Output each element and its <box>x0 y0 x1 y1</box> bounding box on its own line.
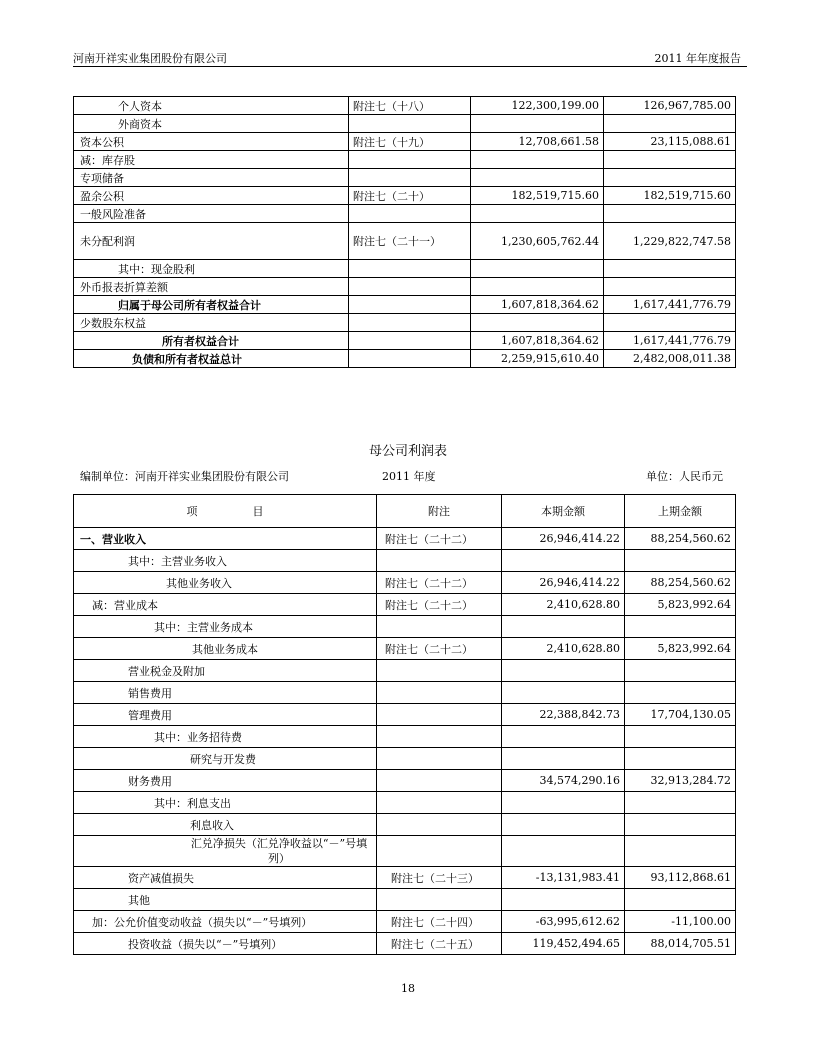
row-previous <box>625 792 736 814</box>
row-note <box>349 115 471 133</box>
row-item: 研究与开发费 <box>74 748 377 770</box>
row-current <box>471 278 604 296</box>
row-previous: 1,617,441,776.79 <box>604 332 736 350</box>
row-previous <box>604 278 736 296</box>
row-item: 少数股东权益 <box>74 314 349 332</box>
row-item: 加：公允价值变动收益（损失以“－”号填列） <box>74 911 377 933</box>
row-current: 1,230,605,762.44 <box>471 223 604 260</box>
row-note <box>377 889 502 911</box>
row-current: 182,519,715.60 <box>471 187 604 205</box>
row-previous: 17,704,130.05 <box>625 704 736 726</box>
table-row <box>74 133 736 151</box>
row-note <box>377 748 502 770</box>
table-row <box>74 205 736 223</box>
row-current <box>502 550 625 572</box>
row-previous: 5,823,992.64 <box>625 594 736 616</box>
table-row <box>74 911 736 933</box>
row-current: 119,452,494.65 <box>502 933 625 955</box>
table-row <box>74 682 736 704</box>
row-previous: 1,229,822,747.58 <box>604 223 736 260</box>
balance-sheet-table <box>73 96 736 368</box>
row-previous: 2,482,008,011.38 <box>604 350 736 368</box>
row-item: 外币报表折算差额 <box>74 278 349 296</box>
row-previous: 88,254,560.62 <box>625 572 736 594</box>
row-current <box>502 726 625 748</box>
row-item: 未分配利润 <box>74 223 349 260</box>
row-note <box>377 704 502 726</box>
row-item: 其他业务收入 <box>74 572 377 594</box>
table-row <box>74 933 736 955</box>
row-note <box>349 151 471 169</box>
row-note <box>377 550 502 572</box>
row-previous <box>604 260 736 278</box>
row-current: -63,995,612.62 <box>502 911 625 933</box>
table-row <box>74 792 736 814</box>
row-item: 减：营业成本 <box>74 594 377 616</box>
row-item: 汇兑净损失（汇兑净收益以“－”号填列） <box>74 836 377 867</box>
row-current: 26,946,414.22 <box>502 528 625 550</box>
table-row <box>74 836 736 867</box>
row-current <box>471 115 604 133</box>
row-item: 其中：利息支出 <box>74 792 377 814</box>
row-item: 资产减值损失 <box>74 867 377 889</box>
row-previous <box>625 682 736 704</box>
row-item: 专项储备 <box>74 169 349 187</box>
table-row <box>74 350 736 368</box>
row-current: 2,259,915,610.40 <box>471 350 604 368</box>
row-current <box>502 748 625 770</box>
row-note: 附注七（十八） <box>349 97 471 115</box>
row-current <box>502 814 625 836</box>
row-note: 附注七（二十四） <box>377 911 502 933</box>
table-row <box>74 867 736 889</box>
row-item: 利息收入 <box>74 814 377 836</box>
row-item: 一般风险准备 <box>74 205 349 223</box>
row-previous <box>625 616 736 638</box>
row-note <box>349 169 471 187</box>
row-current <box>502 616 625 638</box>
row-current: 2,410,628.80 <box>502 638 625 660</box>
row-item: 一、营业收入 <box>74 528 377 550</box>
table-row <box>74 314 736 332</box>
row-previous <box>625 748 736 770</box>
row-previous: 88,254,560.62 <box>625 528 736 550</box>
row-current <box>471 314 604 332</box>
table-row <box>74 638 736 660</box>
row-previous <box>625 660 736 682</box>
table-row <box>74 770 736 792</box>
row-item: 投资收益（损失以“－”号填列） <box>74 933 377 955</box>
header-report-title: 2011 年年度报告 <box>654 52 741 65</box>
row-note <box>377 660 502 682</box>
row-item: 其中：业务招待费 <box>74 726 377 748</box>
row-note: 附注七（二十二） <box>377 638 502 660</box>
row-previous: 126,967,785.00 <box>604 97 736 115</box>
table-row <box>74 726 736 748</box>
table-row <box>74 115 736 133</box>
row-item: 所有者权益合计 <box>74 332 349 350</box>
header-rule <box>73 66 747 67</box>
row-item: 营业税金及附加 <box>74 660 377 682</box>
row-current: 2,410,628.80 <box>502 594 625 616</box>
row-item: 其他 <box>74 889 377 911</box>
row-item: 其中：主营业务收入 <box>74 550 377 572</box>
row-note <box>349 296 471 314</box>
row-previous <box>625 814 736 836</box>
row-note: 附注七（二十二） <box>377 572 502 594</box>
table-row <box>74 616 736 638</box>
row-previous: 5,823,992.64 <box>625 638 736 660</box>
row-item: 个人资本 <box>74 97 349 115</box>
row-note <box>377 726 502 748</box>
row-note: 附注七（十九） <box>349 133 471 151</box>
table-row <box>74 260 736 278</box>
row-previous <box>604 314 736 332</box>
row-note <box>377 682 502 704</box>
row-previous: 32,913,284.72 <box>625 770 736 792</box>
row-note: 附注七（二十） <box>349 187 471 205</box>
page-number: 18 <box>401 982 415 995</box>
row-item: 资本公积 <box>74 133 349 151</box>
row-note <box>349 314 471 332</box>
row-previous <box>604 151 736 169</box>
row-note <box>349 332 471 350</box>
table-row <box>74 187 736 205</box>
header-item: 项 目 <box>74 495 377 528</box>
row-previous <box>604 169 736 187</box>
table-row <box>74 528 736 550</box>
row-current: 1,607,818,364.62 <box>471 296 604 314</box>
row-current <box>502 682 625 704</box>
row-current: 1,607,818,364.62 <box>471 332 604 350</box>
row-current <box>502 836 625 867</box>
row-note <box>349 350 471 368</box>
row-current: 122,300,199.00 <box>471 97 604 115</box>
row-current: 12,708,661.58 <box>471 133 604 151</box>
row-previous: 93,112,868.61 <box>625 867 736 889</box>
row-current: 26,946,414.22 <box>502 572 625 594</box>
row-previous: 23,115,088.61 <box>604 133 736 151</box>
income-statement-title: 母公司利润表 <box>368 444 447 459</box>
compiling-unit: 编制单位：河南开祥实业集团股份有限公司 <box>80 470 289 483</box>
table-row <box>74 332 736 350</box>
row-item: 管理费用 <box>74 704 377 726</box>
row-note <box>377 836 502 867</box>
row-note <box>349 278 471 296</box>
row-previous: 182,519,715.60 <box>604 187 736 205</box>
table-row <box>74 748 736 770</box>
row-note <box>377 770 502 792</box>
row-note: 附注七（二十一） <box>349 223 471 260</box>
row-current: 22,388,842.73 <box>502 704 625 726</box>
currency-unit: 单位：人民币元 <box>646 470 723 483</box>
row-previous <box>625 836 736 867</box>
row-note <box>349 260 471 278</box>
row-current <box>502 792 625 814</box>
row-current <box>471 205 604 223</box>
table-row <box>74 223 736 260</box>
table-row <box>74 278 736 296</box>
table-row <box>74 97 736 115</box>
row-note: 附注七（二十二） <box>377 528 502 550</box>
row-note: 附注七（二十二） <box>377 594 502 616</box>
row-previous: 88,014,705.51 <box>625 933 736 955</box>
table-row <box>74 296 736 314</box>
row-previous <box>604 115 736 133</box>
row-item: 销售费用 <box>74 682 377 704</box>
table-row <box>74 572 736 594</box>
row-previous <box>604 205 736 223</box>
header-company: 河南开祥实业集团股份有限公司 <box>73 52 227 65</box>
table-row <box>74 594 736 616</box>
row-previous <box>625 550 736 572</box>
row-item: 归属于母公司所有者权益合计 <box>74 296 349 314</box>
row-current: -13,131,983.41 <box>502 867 625 889</box>
table-row <box>74 704 736 726</box>
row-current <box>471 260 604 278</box>
row-item: 其中：现金股利 <box>74 260 349 278</box>
row-note <box>349 205 471 223</box>
header-note: 附注 <box>377 495 502 528</box>
row-previous <box>625 889 736 911</box>
row-note: 附注七（二十五） <box>377 933 502 955</box>
table-row <box>74 151 736 169</box>
table-row <box>74 550 736 572</box>
row-previous: 1,617,441,776.79 <box>604 296 736 314</box>
row-item: 负债和所有者权益总计 <box>74 350 349 368</box>
row-item: 减：库存股 <box>74 151 349 169</box>
table-row <box>74 169 736 187</box>
table-header-row <box>74 495 736 528</box>
row-note <box>377 814 502 836</box>
row-item: 其他业务成本 <box>74 638 377 660</box>
row-item: 其中：主营业务成本 <box>74 616 377 638</box>
table-row <box>74 889 736 911</box>
header-previous: 上期金额 <box>625 495 736 528</box>
row-note: 附注七（二十三） <box>377 867 502 889</box>
row-previous <box>625 726 736 748</box>
table-row <box>74 814 736 836</box>
report-period: 2011 年度 <box>382 470 436 483</box>
row-item: 盈余公积 <box>74 187 349 205</box>
income-statement-table <box>73 494 736 955</box>
row-item: 外商资本 <box>74 115 349 133</box>
row-current <box>471 169 604 187</box>
row-current <box>502 889 625 911</box>
header-current: 本期金额 <box>502 495 625 528</box>
table-row <box>74 660 736 682</box>
row-note <box>377 792 502 814</box>
row-previous: -11,100.00 <box>625 911 736 933</box>
row-current <box>502 660 625 682</box>
row-current: 34,574,290.16 <box>502 770 625 792</box>
row-note <box>377 616 502 638</box>
row-item: 财务费用 <box>74 770 377 792</box>
row-current <box>471 151 604 169</box>
